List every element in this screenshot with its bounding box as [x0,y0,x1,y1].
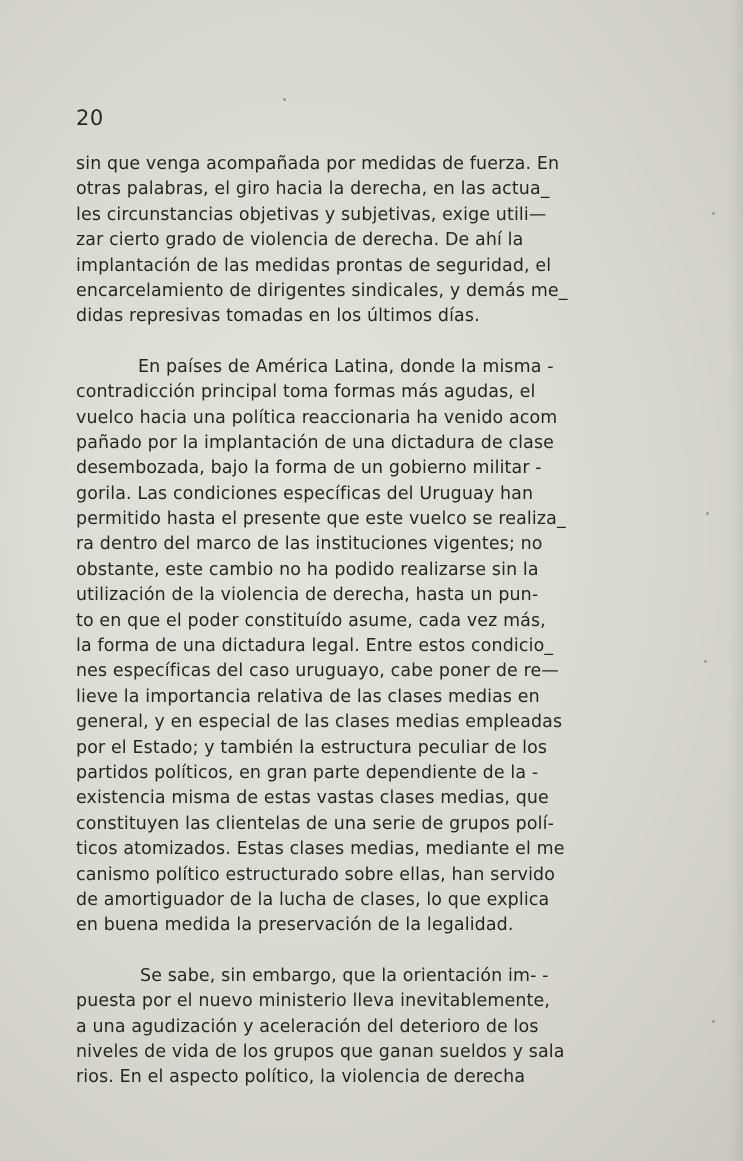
scan-speck [706,512,709,515]
paragraph-3 [76,964,666,1091]
text-line: encarcelamiento de dirigentes sindicales, y demás me_ [76,280,568,301]
page-number: 20 [76,106,104,130]
text-line: en buena medida la preservación de la legalidad. [76,915,514,936]
page-edge-shadow [729,0,743,1161]
text-line: a una agudización y aceleración del deterioro de los [76,1016,539,1037]
text-line: nes específicas del caso uruguayo, cabe poner de re— [76,661,559,682]
text-line: de amortiguador de la lucha de clases, lo que explica [76,889,550,910]
text-line: En países de América Latina, donde la misma - [138,356,554,377]
text-line: otras palabras, el giro hacia la derecha, en las actua_ [76,179,550,200]
text-line: niveles de vida de los grupos que ganan sueldos y sala [76,1041,565,1062]
text-line: lieve la importancia relativa de las clases medias en [76,686,540,707]
text-line: sin que venga acompañada por medidas de fuerza. En [76,154,560,174]
text-line: por el Estado; y también la estructura peculiar de los [76,737,548,758]
text-line: general, y en especial de las clases medias empleadas [76,712,563,733]
body-text [76,152,666,1116]
scan-speck [704,660,707,663]
text-line: ticos atomizados. Estas clases medias, mediante el me [76,839,565,860]
text-line: Se sabe, sin embargo, que la orientación im- - [140,965,549,986]
text-line: rios. En el aspecto político, la violencia de derecha [76,1067,526,1088]
text-line: zar cierto grado de violencia de derecha. De ahí la [76,230,524,251]
text-line: desembozada, bajo la forma de un gobierno militar - [76,458,542,479]
text-line: la forma de una dictadura legal. Entre estos condicio_ [76,636,554,657]
text-line: ra dentro del marco de las instituciones vigentes; no [76,534,543,555]
paragraph-2 [76,355,666,939]
paragraph-1 [76,152,666,330]
text-line: contradicción principal toma formas más agudas, el [76,382,536,403]
scan-speck [283,98,286,101]
text-line: les circunstancias objetivas y subjetivas, exige utili— [76,204,547,225]
text-line: constituyen las clientelas de una serie de grupos polí- [76,813,555,834]
text-line: pañado por la implantación de una dictadura de clase [76,432,555,453]
scan-speck [712,1020,715,1023]
text-line: implantación de las medidas prontas de seguridad, el [76,255,552,276]
text-line: to en que el poder constituído asume, cada vez más, [76,610,546,631]
text-line: obstante, este cambio no ha podido realizarse sin la [76,559,539,580]
text-line: didas represivas tomadas en los últimos días. [76,306,480,327]
text-line: canismo político estructurado sobre ellas, han servido [76,864,556,885]
text-line: vuelco hacia una política reaccionaria ha venido acom [76,407,558,428]
text-line: utilización de la violencia de derecha, hasta un pun- [76,585,539,606]
text-line: puesta por el nuevo ministerio lleva inevitablemente, [76,991,551,1012]
text-line: partidos políticos, en gran parte dependiente de la - [76,762,539,783]
scan-speck [712,212,715,215]
text-line: existencia misma de estas vastas clases medias, que [76,788,549,809]
text-line: permitido hasta el presente que este vuelco se realiza_ [76,509,566,530]
text-line: gorila. Las condiciones específicas del Uruguay han [76,483,534,504]
